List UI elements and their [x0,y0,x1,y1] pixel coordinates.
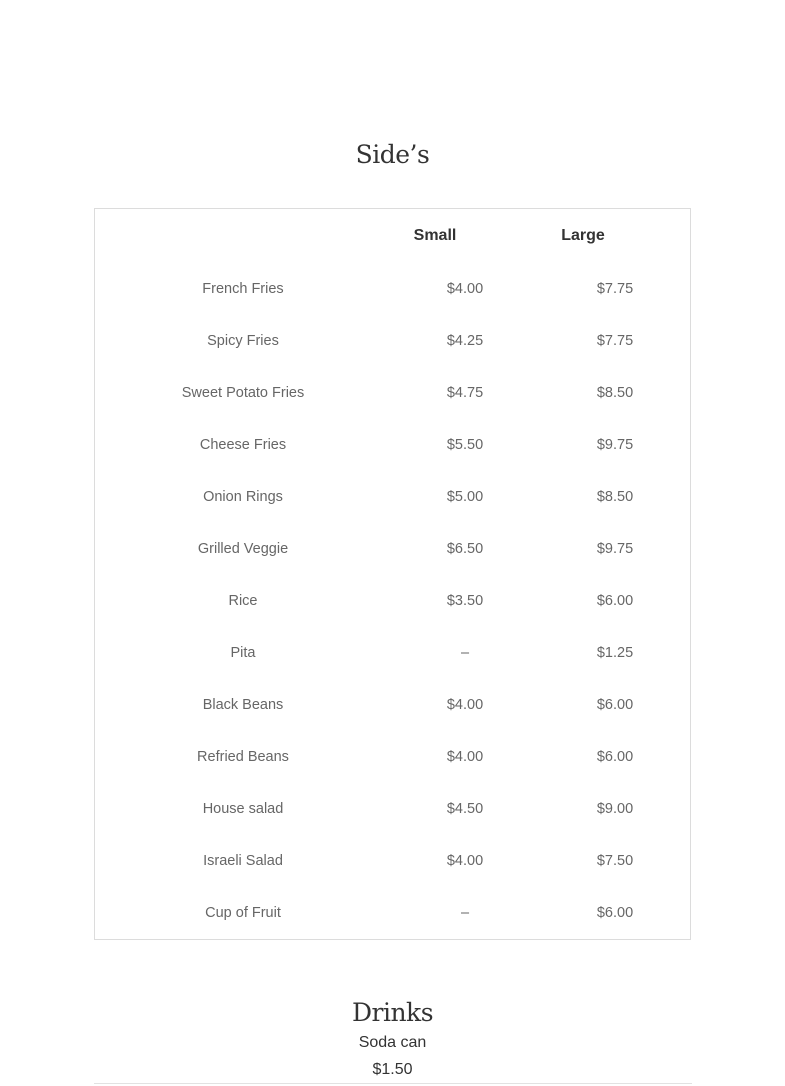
drink-price: $1.50 [372,1061,413,1078]
item-name: Rice [228,593,258,609]
item-name: Refried Beans [197,749,289,765]
price-large: $6.00 [596,905,634,921]
price-large: $7.50 [596,853,634,869]
price-large: $6.00 [596,593,634,609]
price-small: – [460,905,470,921]
price-small: $4.00 [446,749,484,765]
price-large: $1.25 [596,645,634,661]
menu-row [95,841,690,893]
menu-row [95,529,690,581]
price-large: $9.75 [596,541,634,557]
price-small: $5.00 [446,489,484,505]
menu-row [95,737,690,789]
column-header-large: Large [561,227,605,244]
price-small: $4.75 [446,385,484,401]
price-large: $8.50 [596,385,634,401]
drink-name: Soda can [358,1034,427,1051]
price-small: $4.00 [446,853,484,869]
menu-row [95,581,690,633]
menu-row [95,321,690,373]
price-large: $9.75 [596,437,634,453]
item-name: Israeli Salad [203,853,283,869]
menu-row [95,893,690,945]
menu-row [95,633,690,685]
column-header-small: Small [413,227,457,244]
item-name: Cheese Fries [199,437,287,453]
price-small: $4.25 [446,333,484,349]
item-name: Grilled Veggie [197,541,289,557]
price-small: $4.00 [446,697,484,713]
price-large: $8.50 [596,489,634,505]
item-name: Black Beans [202,697,284,713]
price-small: – [460,645,470,661]
item-name: Spicy Fries [207,333,279,349]
item-name: Onion Rings [203,489,283,505]
drinks-title: Drinks [351,998,434,1027]
sides-title: Side’s [355,140,430,169]
item-name: Cup of Fruit [205,905,281,921]
menu-row [95,269,690,321]
sides-rows [95,269,690,945]
price-small: $4.50 [446,801,484,817]
drink-divider [94,1083,692,1084]
item-name: House salad [202,801,284,817]
price-small: $6.50 [446,541,484,557]
menu-row [95,685,690,737]
menu-row [95,373,690,425]
price-large: $6.00 [596,697,634,713]
price-small: $5.50 [446,437,484,453]
price-large: $7.75 [596,281,634,297]
price-small: $4.00 [446,281,484,297]
price-small: $3.50 [446,593,484,609]
item-name: Pita [230,645,256,661]
price-large: $7.75 [596,333,634,349]
item-name: Sweet Potato Fries [181,385,305,401]
price-large: $6.00 [596,749,634,765]
item-name: French Fries [202,281,284,297]
price-large: $9.00 [596,801,634,817]
menu-row [95,477,690,529]
sides-menu-table [94,208,691,940]
menu-row [95,425,690,477]
menu-row [95,789,690,841]
